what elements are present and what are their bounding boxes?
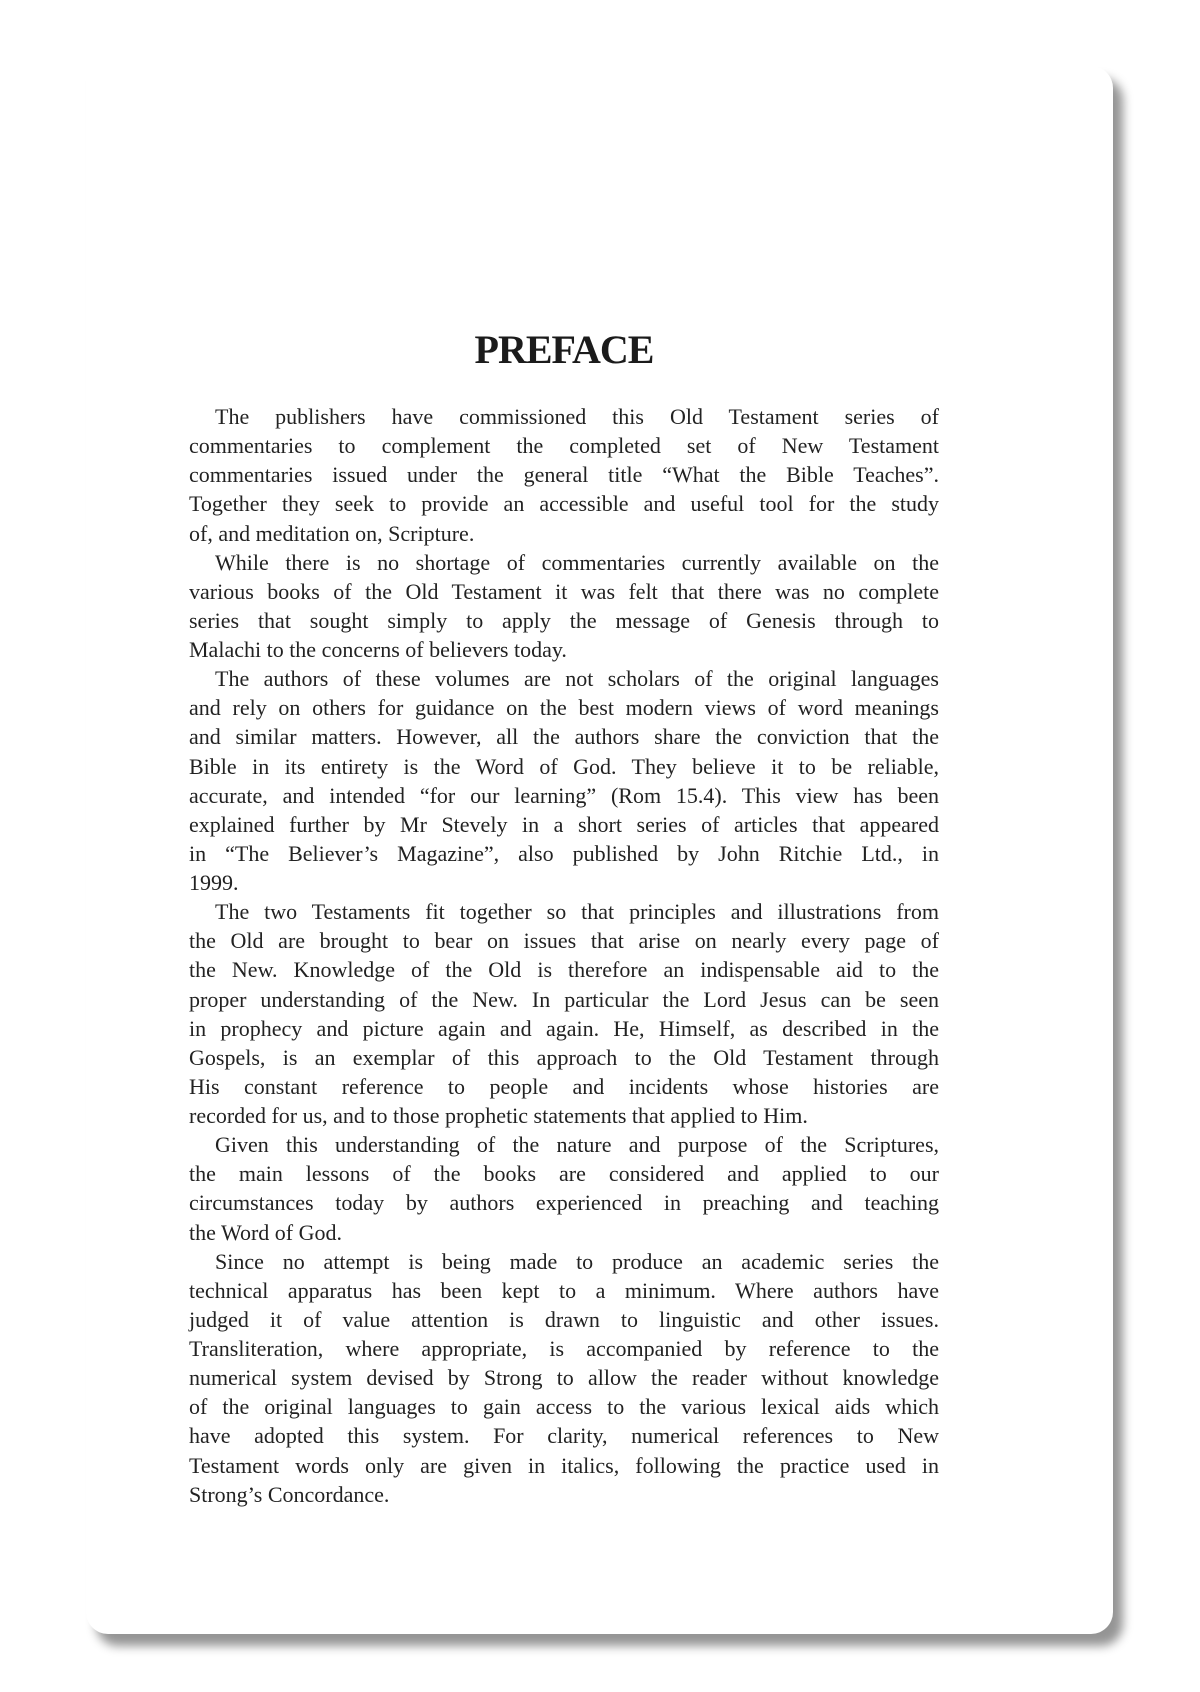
text-line: circumstances today by authors experienced in preaching and teaching (189, 1190, 939, 1216)
text-line: numerical system devised by Strong to allow the reader without knowledge (189, 1365, 939, 1391)
text-line: The authors of these volumes are not scholars of the original languages (215, 666, 939, 692)
text-line: 1999. (189, 870, 239, 895)
text-line: accurate, and intended “for our learning” (Rom 15.4). This view has been (189, 782, 939, 808)
text-line: the Word of God. (189, 1219, 343, 1245)
text-line: explained further by Mr Stevely in a short series of articles that appeared (189, 811, 939, 837)
text-line: recorded for us, and to those prophetic statements that applied to Him. (189, 1103, 808, 1128)
text-line: The publishers have commissioned this Old Testament series of (215, 404, 939, 429)
text-line: technical apparatus has been kept to a minimum. Where authors have (189, 1277, 939, 1303)
text-line: Since no attempt is being made to produce an academic series the (215, 1248, 939, 1274)
text-line: proper understanding of the New. In particular the Lord Jesus can be seen (189, 986, 939, 1012)
text-line: Together they seek to provide an accessible and useful tool for the study (189, 491, 939, 517)
text-line: Transliteration, where appropriate, is accompanied by reference to the (189, 1336, 939, 1361)
text-line: Strong’s Concordance. (189, 1481, 390, 1507)
preface-body (189, 402, 939, 1509)
paragraph-1 (189, 402, 939, 548)
text-line: and rely on others for guidance on the best modern views of word meanings (189, 695, 939, 721)
page-title: PREFACE (474, 327, 654, 372)
text-line: Bible in its entirety is the Word of God. They believe it to be reliable, (189, 753, 939, 779)
text-line: in prophecy and picture again and again. He, Himself, as described in the (189, 1015, 939, 1041)
text-line: Malachi to the concerns of believers today. (189, 637, 567, 662)
text-line: in “The Believer’s Magazine”, also published by John Ritchie Ltd., in (189, 840, 939, 866)
text-line: of, and meditation on, Scripture. (189, 520, 475, 546)
text-line: series that sought simply to apply the message of Genesis through to (189, 607, 939, 633)
text-line: of the original languages to gain access to the various lexical aids which (189, 1394, 939, 1420)
text-line: His constant reference to people and incidents whose histories are (189, 1073, 939, 1099)
text-line: have adopted this system. For clarity, numerical references to New (189, 1423, 939, 1449)
paragraph-5 (189, 1130, 939, 1247)
text-line: The two Testaments fit together so that principles and illustrations from (215, 899, 939, 925)
text-line: Gospels, is an exemplar of this approach to the Old Testament through (189, 1044, 939, 1070)
book-page (86, 66, 1113, 1634)
text-line: and similar matters. However, all the authors share the conviction that the (189, 724, 939, 750)
text-line: Testament words only are given in italics, following the practice used in (189, 1452, 939, 1478)
text-line: commentaries issued under the general title “What the Bible Teaches”. (189, 462, 939, 488)
paragraph-3 (189, 664, 939, 897)
text-line: the main lessons of the books are considered and applied to our (189, 1161, 939, 1187)
paragraph-6 (189, 1247, 939, 1509)
text-line: various books of the Old Testament it was felt that there was no complete (189, 578, 939, 604)
text-line: the New. Knowledge of the Old is therefore an indispensable aid to the (189, 957, 939, 983)
text-line: While there is no shortage of commentaries currently available on the (215, 549, 939, 575)
paragraph-4 (189, 897, 939, 1130)
text-line: Given this understanding of the nature and purpose of the Scriptures, (215, 1132, 939, 1158)
text-line: the Old are brought to bear on issues that arise on nearly every page of (189, 928, 939, 954)
text-line: judged it of value attention is drawn to linguistic and other issues. (189, 1306, 939, 1332)
text-line: commentaries to complement the completed set of New Testament (189, 433, 939, 459)
paragraph-2 (189, 548, 939, 665)
